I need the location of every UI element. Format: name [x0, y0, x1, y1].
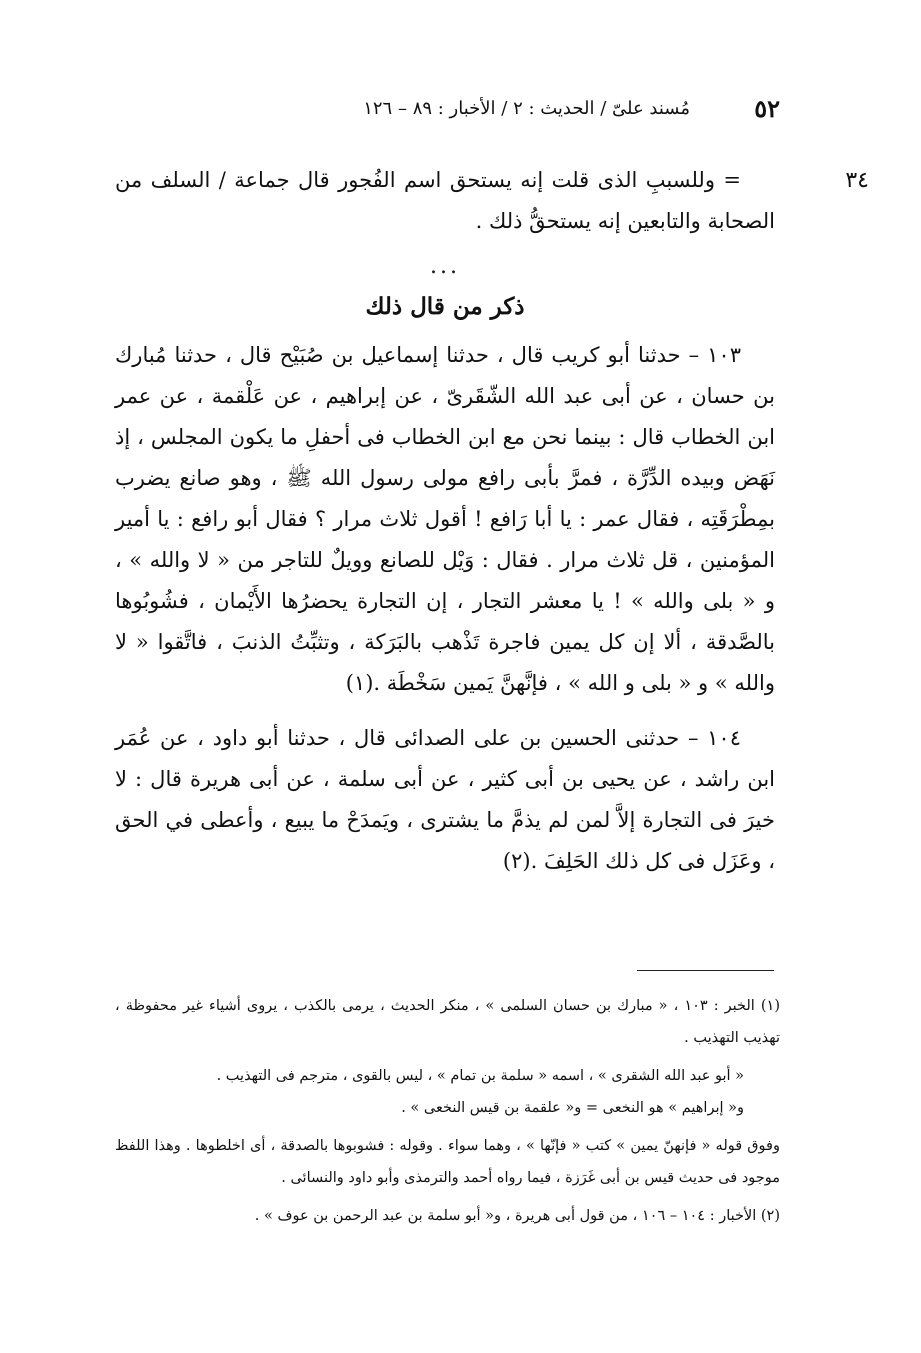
page-number: ٥٢ [754, 94, 780, 123]
intro-paragraph: = وللسببِ الذى قلت إنه يستحق اسم الفُجور قال جماعة / السلف من الصحابة والتابعين إنه يستحقُّ ذلك . [115, 168, 775, 233]
margin-page-reference: ٣٤ [845, 168, 869, 193]
footnote-1-continued: « أبو عبد الله الشقرى » ، اسمه « سلمة بن تمام » ، ليس بالقوى ، مترجم فى التهذيب . [216, 1068, 744, 1084]
section-separator: ... [430, 254, 460, 279]
main-text [115, 160, 775, 882]
footnote-1: (١) الخبر : ١٠٣ ، « مبارك بن حسان السلمى » ، منكر الحديث ، يرمى بالكذب ، يروى أشياء غير محفوظة ، تهذيب التهذيب . [115, 998, 780, 1046]
footnote-1-continued: و« إبراهيم » هو النخعى = و« علقمة بن قيس النخعى » . [401, 1100, 744, 1116]
footnote-divider [637, 970, 774, 971]
footnote-2: (٢) الأخبار : ١٠٤ – ١٠٦ ، من قول أبى هريرة ، و« أبو سلمة بن عبد الرحمن بن عوف » . [254, 1208, 780, 1224]
running-title: مُسند علىّ / الحديث : ٢ / الأخبار : ٨٩ – ١٢٦ [363, 98, 690, 119]
section-heading: ذكر من قال ذلك [365, 293, 525, 320]
hadith-104-paragraph: ١٠٤ – حدثنى الحسين بن على الصدائى قال ، حدثنا أبو داود ، عن عُمَر ابن راشد ، عن يحيى بن أبى كثير ، عن أبى سلمة ، عن أبى هريرة قال : لا خيرَ فى التجارة إلاَّ لمن لم يذمَّ ما يشترى ، ويَمدَحْ ما يبيع ، وأعطى في الحق ، وعَزَل فى كل ذلك الحَلِفَ .(٢) [115, 726, 775, 873]
footnote-1-continued: وفوق قوله « فإنهنّ يمين » كتب « فإنّها » ، وهما سواء . وقوله : فشوبوها بالصدقة ، أى اخلطوها . وهذا اللفظ موجود فى حديث قيس بن أبى غَرَزة ، فيما رواه أحمد والترمذى وأبو داود والنسائى . [115, 1138, 780, 1186]
hadith-103-paragraph: ١٠٣ – حدثنا أبو كريب قال ، حدثنا إسماعيل بن صُبَيْح قال ، حدثنا مُبارك بن حسان ، عن أبى عبد الله الشّقَرىّ ، عن إبراهيم ، عن عَلْقمة ، عن عمر ابن الخطاب قال : بينما نحن مع ابن الخطاب فى أحفلِ ما يكون المجلس ، إذ نَهَض وبيده الدِّرَّة ، فمرَّ بأبى رافع مولى رسول الله ﷺ ، وهو صانع يضرب بمِطْرَقَتِه ، فقال عمر : يا أبا رَافع ! أقول ثلاث مرار ؟ فقال أبو رافع : يا أمير المؤمنين ، قل ثلاث مرار . فقال : وَيْل للصانع وويلٌ للتاجر من « لا والله » ، و « بلى والله » ! يا معشر التجار ، إن التجارة يحضرُها الأَيْمان ، فشُوبُوها بالصَّدقة ، ألا إن كل يمين فاجرة تَذْهب بالبَرَكة ، وتثبِّتُ الذنبَ ، فاتَّقوا « لا والله » و « بلى و الله » ، فإنَّهنَّ يَمين سَخْطَة .(١) [115, 343, 775, 695]
page-header [120, 94, 780, 134]
footnotes [115, 990, 780, 1232]
